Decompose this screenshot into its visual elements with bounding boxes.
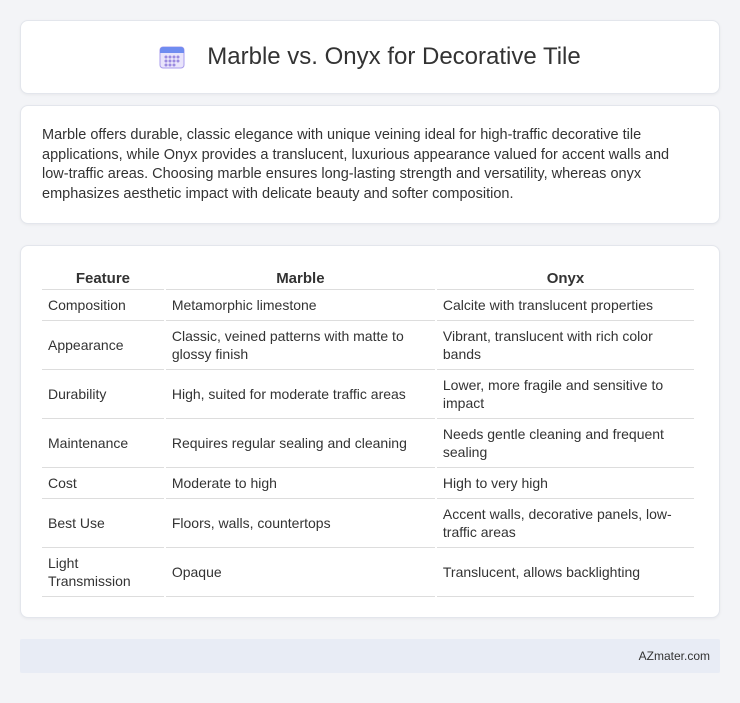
onyx-cell: Lower, more fragile and sensitive to impact (437, 370, 694, 419)
header-onyx: Onyx (437, 266, 694, 290)
feature-cell: Cost (42, 468, 164, 499)
intro-card (20, 105, 720, 224)
comparison-table-card (20, 245, 720, 618)
feature-cell: Durability (42, 370, 164, 419)
title-card (20, 20, 720, 94)
marble-cell: High, suited for moderate traffic areas (166, 370, 435, 419)
feature-cell: Composition (42, 290, 164, 321)
onyx-cell: Calcite with translucent properties (437, 290, 694, 321)
feature-cell: Best Use (42, 499, 164, 548)
table-row (42, 468, 694, 499)
marble-cell: Floors, walls, countertops (166, 499, 435, 548)
onyx-cell: High to very high (437, 468, 694, 499)
table-row (42, 548, 694, 597)
marble-cell: Moderate to high (166, 468, 435, 499)
page-title: Marble vs. Onyx for Decorative Tile (207, 43, 581, 70)
table-header-row (42, 266, 694, 290)
footer-site-label: AZmater.com (638, 649, 710, 663)
onyx-cell: Accent walls, decorative panels, low-traffic areas (437, 499, 694, 548)
table-row (42, 370, 694, 419)
comparison-table (40, 266, 696, 597)
onyx-cell: Vibrant, translucent with rich color bands (437, 321, 694, 370)
table-row (42, 499, 694, 548)
intro-paragraph: Marble offers durable, classic elegance with unique veining ideal for high-traffic decorative tile applications, while Onyx provides a translucent, luxurious appearance valued for accent walls and low-traffic areas. Choosing marble ensures long-lasting strength and versatility, whereas onyx emphasizes aesthetic impact with delicate beauty and softer composition. (42, 127, 670, 202)
onyx-cell: Translucent, allows backlighting (437, 548, 694, 597)
marble-cell: Metamorphic limestone (166, 290, 435, 321)
table-row (42, 290, 694, 321)
table-row (42, 419, 694, 468)
feature-cell: Maintenance (42, 419, 164, 468)
footer (20, 639, 720, 673)
feature-cell: Light Transmission (42, 548, 164, 597)
header-feature: Feature (42, 266, 164, 290)
marble-cell: Classic, veined patterns with matte to glossy finish (166, 321, 435, 370)
feature-cell: Appearance (42, 321, 164, 370)
marble-cell: Requires regular sealing and cleaning (166, 419, 435, 468)
onyx-cell: Needs gentle cleaning and frequent sealing (437, 419, 694, 468)
table-row (42, 321, 694, 370)
header-marble: Marble (166, 266, 435, 290)
marble-cell: Opaque (166, 548, 435, 597)
calendar-icon (159, 45, 185, 69)
